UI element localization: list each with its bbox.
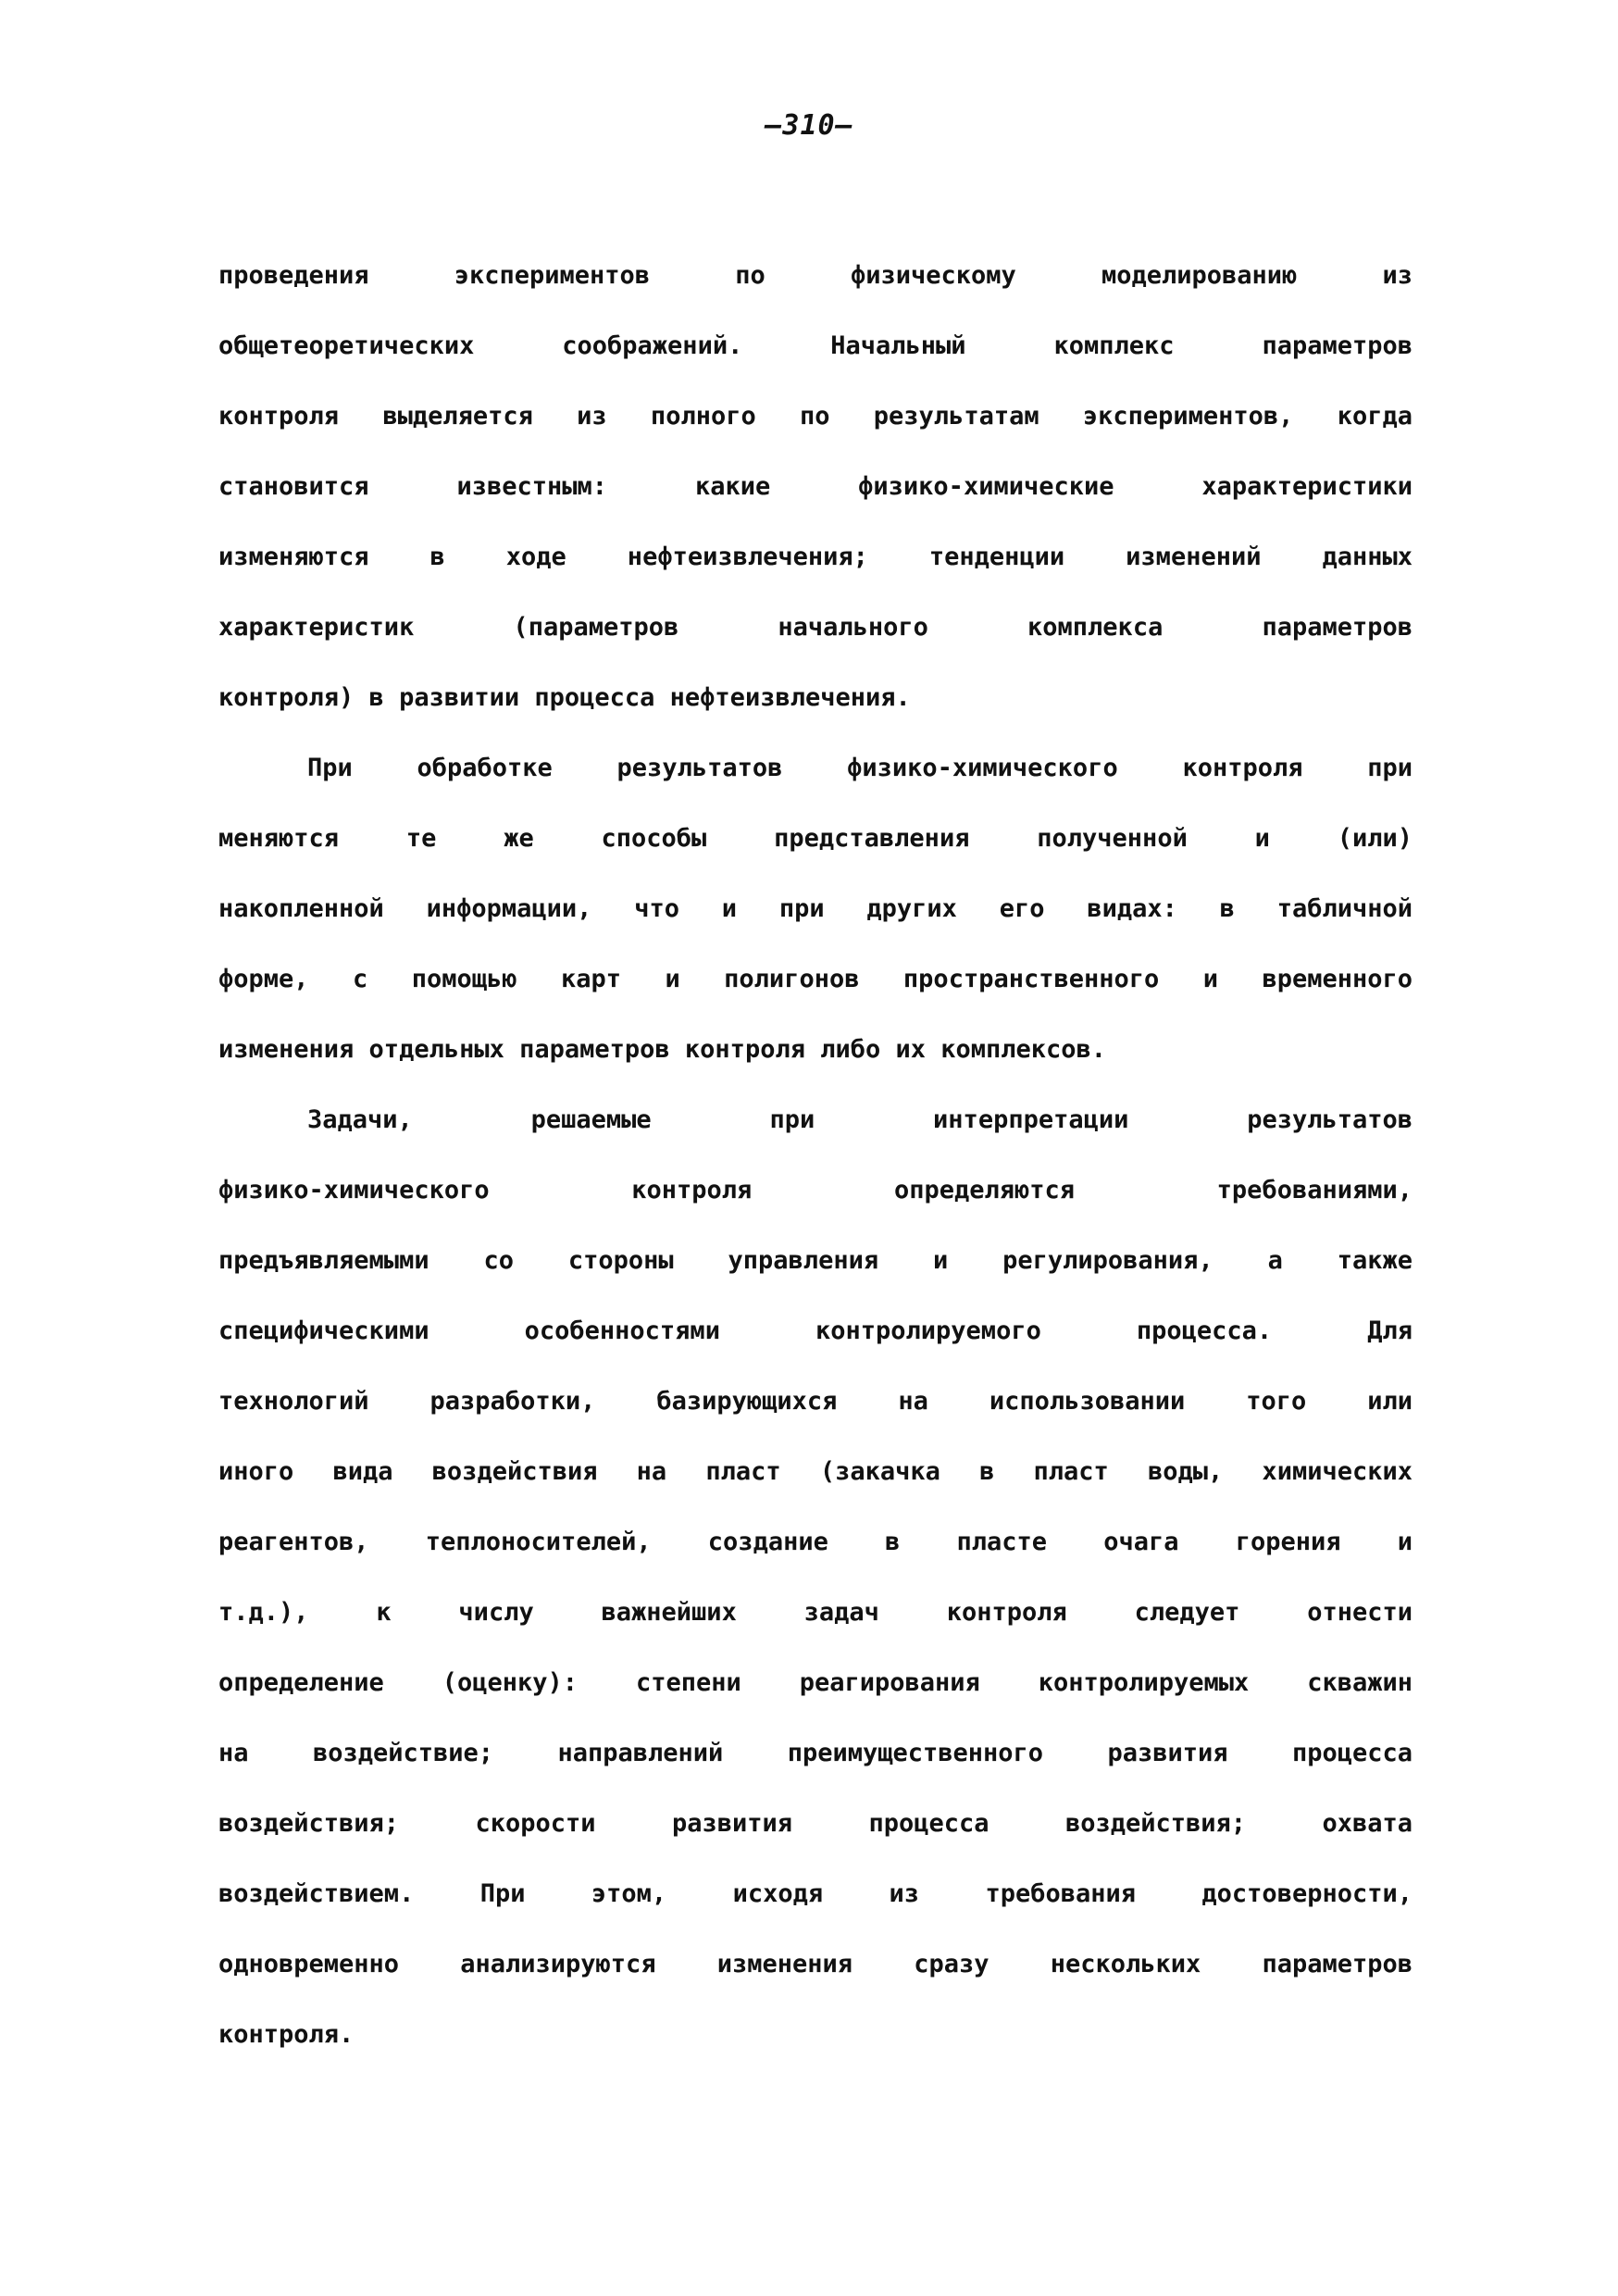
text-line: реагентов, теплоносителей, создание в пласте очага горения и — [218, 1528, 1413, 1556]
text-line: меняются те же способы представления полученной и (или) — [218, 824, 1413, 853]
text-line: физико-химического контроля определяются требованиями, — [218, 1176, 1413, 1204]
text-line: иного вида воздействия на пласт (закачка в пласт воды, химических — [218, 1457, 1413, 1486]
text-line: При обработке результатов физико-химического контроля при — [307, 754, 1413, 782]
text-line: контроля. — [218, 2020, 355, 2049]
text-line: специфическими особенностями контролируемого процесса. Для — [218, 1316, 1413, 1345]
text-line: технологий разработки, базирующихся на использовании того или — [218, 1387, 1413, 1416]
paragraph-3 — [218, 1102, 1413, 2087]
body-text — [218, 257, 1413, 2087]
text-line: Задачи, решаемые при интерпретации результатов — [307, 1105, 1413, 1134]
text-line: проведения экспериментов по физическому моделированию из — [218, 261, 1413, 290]
paragraph-2 — [218, 750, 1413, 1102]
text-line: контроля) в развитии процесса нефтеизвлечения. — [218, 683, 911, 712]
text-line: становится известным: какие физико-химические характеристики — [218, 472, 1413, 501]
text-line: изменяются в ходе нефтеизвлечения; тенденции изменений данных — [218, 543, 1413, 571]
paragraph-1 — [218, 257, 1413, 750]
text-line: на воздействие; направлений преимущественного развития процесса — [218, 1739, 1413, 1767]
text-line: характеристик (параметров начального комплекса параметров — [218, 613, 1413, 642]
text-line: одновременно анализируются изменения сразу нескольких параметров — [218, 1950, 1413, 1978]
text-line: общетеоретических соображений. Начальный комплекс параметров — [218, 331, 1413, 360]
text-line: контроля выделяется из полного по результатам экспериментов, когда — [218, 402, 1413, 430]
text-line: т.д.), к числу важнейших задач контроля следует отнести — [218, 1598, 1413, 1627]
text-line: накопленной информации, что и при других его видах: в табличной — [218, 894, 1413, 923]
text-line: изменения отдельных параметров контроля либо их комплексов. — [218, 1035, 1107, 1064]
text-line: воздействия; скорости развития процесса воздействия; охвата — [218, 1809, 1413, 1838]
page-number: —310— — [765, 109, 853, 142]
text-line: предъявляемыми со стороны управления и регулирования, а также — [218, 1246, 1413, 1275]
text-line: воздействием. При этом, исходя из требования достоверности, — [218, 1879, 1413, 1908]
text-line: определение (оценку): степени реагирования контролируемых скважин — [218, 1668, 1413, 1697]
text-line: форме, с помощью карт и полигонов пространственного и временного — [218, 965, 1413, 993]
